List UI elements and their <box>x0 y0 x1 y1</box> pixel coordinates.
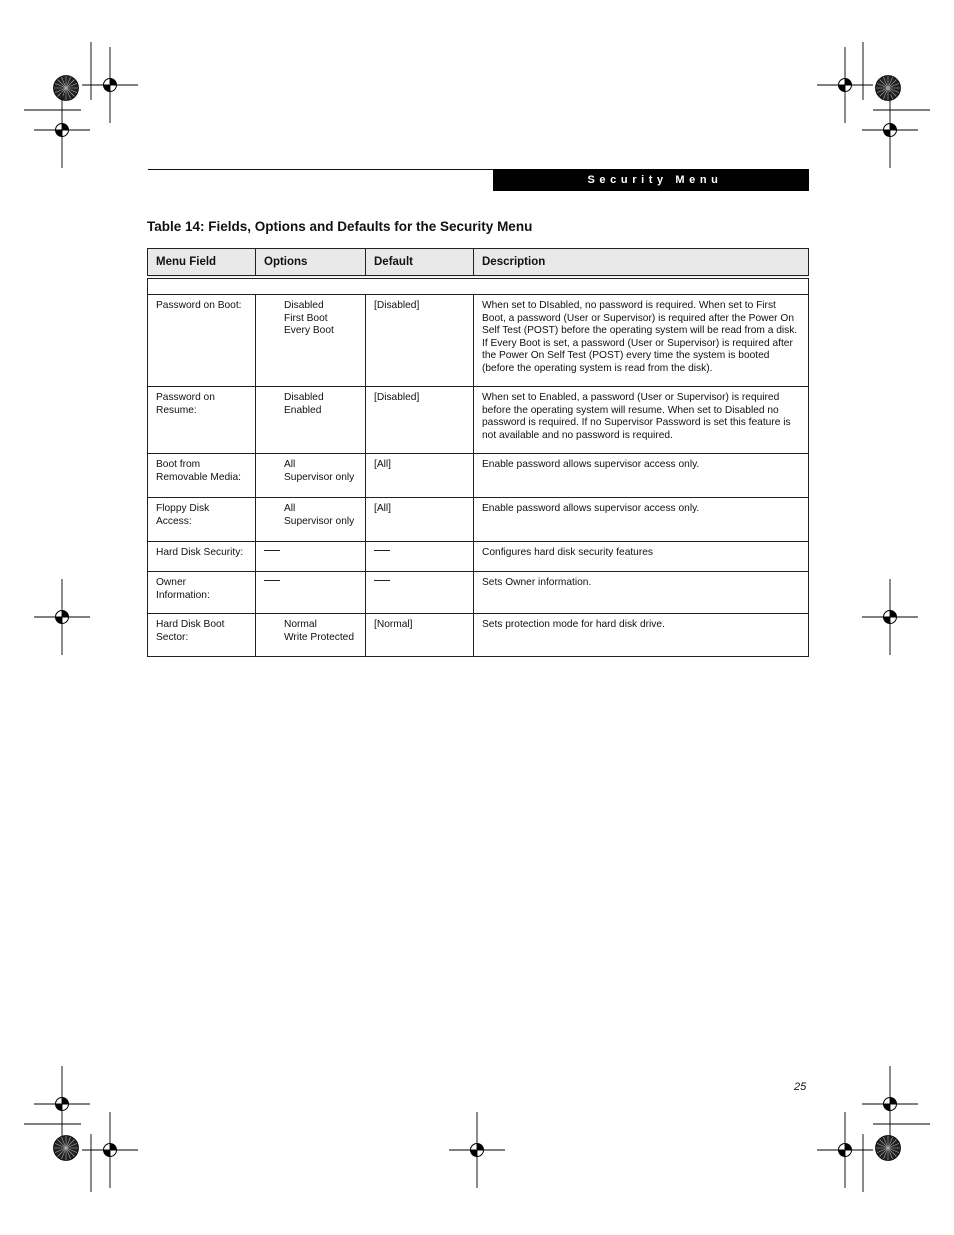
cell-menu-field <box>148 295 256 387</box>
option-value: Disabled <box>284 392 324 403</box>
menu-field-line: Removable Media: <box>156 471 241 483</box>
default-value: [All] <box>374 459 391 470</box>
empty-dash <box>264 580 280 581</box>
cell-options <box>256 454 366 498</box>
cell-menu-field <box>148 614 256 657</box>
option-value: All <box>284 459 296 470</box>
menu-field-line: Hard Disk Security: <box>156 547 244 558</box>
table-body <box>148 277 809 657</box>
table-row <box>148 572 809 614</box>
table-row <box>148 614 809 657</box>
page-number: 25 <box>794 1081 807 1093</box>
cell-default <box>366 572 474 614</box>
table-row <box>148 295 809 387</box>
table-row <box>148 498 809 542</box>
cell-description: Sets Owner information. <box>474 572 809 614</box>
option-value: Every Boot <box>284 325 334 337</box>
cell-default <box>366 454 474 498</box>
default-value: [Disabled] <box>374 300 420 311</box>
menu-field-line: Floppy Disk <box>156 503 210 514</box>
cell-options <box>256 295 366 387</box>
cell-options <box>256 498 366 542</box>
cell-description: Enable password allows supervisor access only. <box>474 498 809 542</box>
table-row <box>148 387 809 454</box>
menu-field-line: Resume: <box>156 404 197 416</box>
cell-menu-field <box>148 498 256 542</box>
default-value: [Normal] <box>374 619 413 630</box>
cell-description: Sets protection mode for hard disk drive. <box>474 614 809 657</box>
cell-menu-field <box>148 572 256 614</box>
cell-options <box>256 572 366 614</box>
option-value: Write Protected <box>284 631 355 643</box>
cell-description: When set to Enabled, a password (User or Supervisor) is required before the operating system will resume. When set to Disabled no password is required. If no Supervisor Password is set this feature is not available and no password is required. <box>474 387 809 454</box>
security-menu-table <box>147 248 809 657</box>
menu-field-line: Boot from <box>156 459 201 470</box>
default-value: [Disabled] <box>374 392 420 403</box>
menu-field-line: Owner <box>156 577 187 588</box>
cell-default <box>366 387 474 454</box>
cell-default <box>366 295 474 387</box>
empty-dash <box>264 550 280 551</box>
menu-field-line: Password on Boot: <box>156 300 242 311</box>
cell-default <box>366 614 474 657</box>
cell-options <box>256 614 366 657</box>
option-value: Enabled <box>284 404 322 416</box>
default-value: [All] <box>374 503 391 514</box>
option-value: Supervisor only <box>284 515 355 527</box>
header-separator <box>148 277 809 295</box>
header-rule <box>148 169 493 170</box>
option-value: Disabled <box>284 300 324 311</box>
cell-description: Configures hard disk security features <box>474 542 809 572</box>
menu-field-line: Access: <box>156 515 192 527</box>
cell-menu-field <box>148 542 256 572</box>
cell-default <box>366 542 474 572</box>
option-value: Normal <box>284 619 317 630</box>
cell-description: When set to DIsabled, no password is required. When set to First Boot, a password (User or Supervisor) is required after the Power On Self Test (POST) before the operating system will be read from a disk. If Every Boot is set, a password (User or Supervisor) is required after the Power On Self Test (POST) every time the system is booted (before the operating system is read from the disk). <box>474 295 809 387</box>
menu-field-line: Password on <box>156 392 215 403</box>
cell-menu-field <box>148 454 256 498</box>
option-value: Supervisor only <box>284 471 355 483</box>
table-title: Table 14: Fields, Options and Defaults for the Security Menu <box>147 219 533 234</box>
cell-description: Enable password allows supervisor access only. <box>474 454 809 498</box>
menu-field-line: Hard Disk Boot <box>156 619 225 630</box>
column-header-options: Options <box>256 249 366 278</box>
section-header: Security Menu <box>493 169 809 191</box>
cell-options <box>256 542 366 572</box>
option-value: All <box>284 503 296 514</box>
empty-dash <box>374 550 390 551</box>
table-row <box>148 542 809 572</box>
option-value: First Boot <box>284 312 328 324</box>
column-header-menu-field: Menu Field <box>148 249 256 278</box>
cell-options <box>256 387 366 454</box>
table-header-row <box>148 249 809 278</box>
cell-menu-field <box>148 387 256 454</box>
menu-field-line: Sector: <box>156 631 189 643</box>
column-header-description: Description <box>474 249 809 278</box>
column-header-default: Default <box>366 249 474 278</box>
empty-dash <box>374 580 390 581</box>
table-row <box>148 454 809 498</box>
menu-field-line: Information: <box>156 589 210 601</box>
cell-default <box>366 498 474 542</box>
